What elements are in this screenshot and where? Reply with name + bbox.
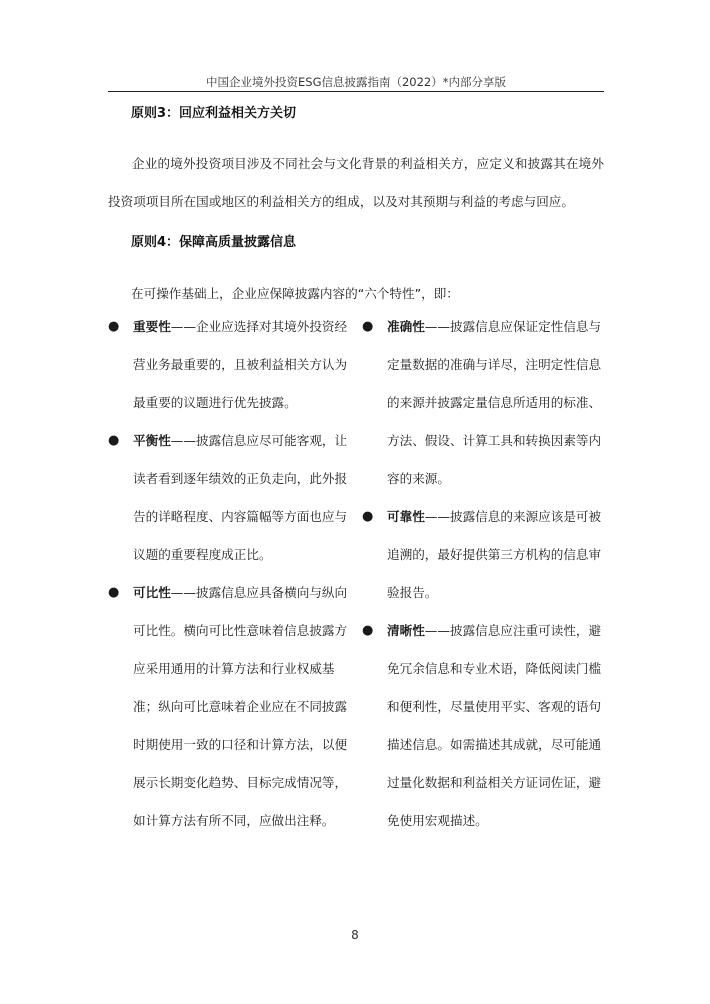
item-term: 重要性: [133, 319, 171, 334]
item-term: 可比性: [133, 585, 171, 600]
principle4-heading: 原则4：保障高质量披露信息: [131, 235, 297, 250]
item-text: ——披露信息应具备横向与纵向可比性。横向可比性意味着信息披露方应采用通用的计算方法和行业权威基准；纵向可比意味着企业应在不同披露时期使用一致的口径和计算方法，以便展示长期变化趋势、目标完成情况等，如计算方法有所不同，应做出注释。: [133, 585, 348, 828]
item-text: ——披露信息应注重可读性，避免冗余信息和专业术语，降低阅读门槛和便利性，尽量使用平实、客观的语句描述信息。如需描述其成就，尽可能通过量化数据和利益相关方证词佐证，避免使用宏观描述。: [387, 623, 602, 828]
item-text: ——披露信息应尽可能客观，让读者看到逐年绩效的正负走向，此外报告的详略程度、内容篇幅等方面也应与议题的重要程度成正比。: [133, 433, 348, 562]
list-item-accuracy: [362, 308, 606, 498]
item-text: ——披露信息的来源应该是可被追溯的，最好提供第三方机构的信息审验报告。: [387, 509, 602, 600]
bullet-icon: ●: [108, 433, 120, 448]
principle4-intro: 在可操作基础上，企业应保障披露内容的“六个特性”，即：: [131, 286, 459, 301]
list-item-importance: [108, 308, 352, 422]
header-divider: [108, 91, 604, 92]
bullet-icon: ●: [108, 585, 120, 600]
list-item-reliability: [362, 498, 606, 612]
item-term: 准确性: [387, 319, 425, 334]
item-text: ——披露信息应保证定性信息与定量数据的准确与详尽，注明定性信息的来源并披露定量信息所适用的标准、方法、假设、计算工具和转换因素等内容的来源。: [387, 319, 602, 486]
item-term: 平衡性: [133, 433, 171, 448]
bullet-icon: ●: [362, 509, 374, 524]
principle3-heading: 原则3：回应利益相关方关切: [131, 106, 297, 121]
page-number: 8: [351, 928, 359, 942]
item-term: 清晰性: [387, 623, 425, 638]
running-header: 中国企业境外投资ESG信息披露指南（2022）*内部分享版: [206, 75, 506, 89]
item-text: ——企业应选择对其境外投资经营业务最重要的，且被利益相关方认为最重要的议题进行优先披露。: [133, 319, 348, 410]
bullet-icon: ●: [108, 319, 120, 334]
bullet-icon: ●: [362, 623, 374, 638]
right-column: [362, 308, 606, 840]
bullet-icon: ●: [362, 319, 374, 334]
principle3-paragraph: 企业的境外投资项目涉及不同社会与文化背景的利益相关方，应定义和披露其在境外投资项项目所在国或地区的利益相关方的组成，以及对其预期与利益的考虑与回应。: [108, 156, 604, 209]
list-item-clarity: [362, 612, 606, 840]
item-term: 可靠性: [387, 509, 425, 524]
list-item-balance: [108, 422, 352, 574]
list-item-comparability: [108, 574, 352, 840]
left-column: [108, 308, 352, 840]
